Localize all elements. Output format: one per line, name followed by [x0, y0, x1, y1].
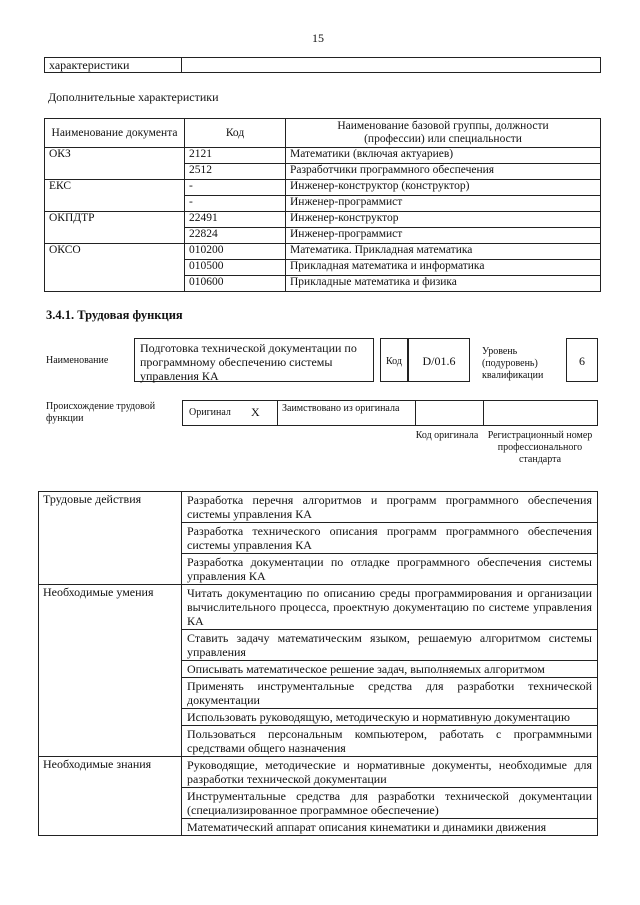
details-item: Ставить задачу математическим языком, решаемую алгоритмом системы управления	[182, 630, 598, 661]
doc-cell: ОКЗ	[45, 148, 185, 180]
code-cell: 2121	[185, 148, 286, 164]
additional-row	[45, 148, 601, 164]
code-cell: 2512	[185, 164, 286, 180]
function-name-value: Подготовка технической документации по программному обеспечению системы управления КА	[140, 341, 357, 383]
header-doc: Наименование документа	[45, 119, 185, 148]
name-cell: Математика. Прикладная математика	[286, 244, 601, 260]
code-cell: 22491	[185, 212, 286, 228]
doc-cell: ЕКС	[45, 180, 185, 212]
original-label: Оригинал	[189, 407, 231, 418]
details-row	[39, 492, 598, 523]
details-table	[38, 491, 598, 836]
name-label: Наименование	[46, 355, 109, 366]
additional-heading: Дополнительные характеристики	[48, 90, 219, 104]
name-cell: Математики (включая актуариев)	[286, 148, 601, 164]
code-value-box	[408, 338, 470, 382]
origin-divider-1	[277, 401, 278, 425]
name-cell: Разработчики программного обеспечения	[286, 164, 601, 180]
name-cell: Инженер-конструктор	[286, 212, 601, 228]
additional-table	[44, 118, 601, 292]
details-item: Математический аппарат описания кинематики и динамики движения	[182, 819, 598, 836]
details-item: Применять инструментальные средства для разработки технической документации	[182, 678, 598, 709]
additional-row	[45, 244, 601, 260]
details-item: Разработка перечня алгоритмов и программ программного обеспечения системы управления КА	[182, 492, 598, 523]
details-item: Использовать руководящую, методическую и нормативную документацию	[182, 709, 598, 726]
details-label: Необходимые умения	[39, 585, 182, 757]
origin-row	[182, 400, 598, 426]
code-cell: -	[185, 196, 286, 212]
top-row-empty	[182, 58, 601, 73]
details-item: Разработка документации по отладке программного обеспечения системы управления КА	[182, 554, 598, 585]
details-label: Необходимые знания	[39, 757, 182, 836]
name-cell: Инженер-программист	[286, 196, 601, 212]
borrowed-label: Заимствовано из оригинала	[282, 403, 400, 414]
code-cell: -	[185, 180, 286, 196]
additional-header-row	[45, 119, 601, 148]
details-row	[39, 757, 598, 788]
details-row	[39, 585, 598, 630]
details-item: Инструментальные средства для разработки технической документации (специализированное программное обеспечение)	[182, 788, 598, 819]
code-label: Код	[386, 356, 402, 367]
reg-number-caption: Регистрационный номер профессионального стандарта	[487, 430, 593, 465]
details-label: Трудовые действия	[39, 492, 182, 585]
additional-body	[45, 148, 601, 292]
name-cell: Прикладные математика и физика	[286, 276, 601, 292]
code-label-box	[380, 338, 408, 382]
function-heading: 3.4.1. Трудовая функция	[46, 308, 183, 322]
name-cell: Инженер-конструктор (конструктор)	[286, 180, 601, 196]
details-item: Разработка технического описания программ программного обеспечения системы управления КА	[182, 523, 598, 554]
page-number: 15	[312, 31, 324, 45]
code-original-caption: Код оригинала	[415, 430, 479, 441]
top-continuation-table	[44, 57, 601, 73]
doc-cell: ОКСО	[45, 244, 185, 292]
level-label: Уровень (подуровень) квалификации	[482, 346, 544, 381]
origin-divider-2	[415, 401, 416, 425]
header-code: Код	[185, 119, 286, 148]
original-mark: X	[251, 405, 260, 419]
function-name-box	[134, 338, 374, 382]
code-value: D/01.6	[422, 354, 456, 368]
code-cell: 010200	[185, 244, 286, 260]
details-item: Руководящие, методические и нормативные документы, необходимые для разработки технической документации	[182, 757, 598, 788]
level-value-box	[566, 338, 598, 382]
header-name: Наименование базовой группы, должности (профессии) или специальности	[286, 119, 601, 148]
code-cell: 010500	[185, 260, 286, 276]
origin-label: Происхождение трудовой функции	[46, 401, 156, 424]
details-body	[39, 492, 598, 836]
top-row-label: характеристики	[45, 58, 182, 73]
code-cell: 22824	[185, 228, 286, 244]
details-item: Описывать математическое решение задач, выполняемых алгоритмом	[182, 661, 598, 678]
origin-divider-3	[483, 401, 484, 425]
name-cell: Инженер-программист	[286, 228, 601, 244]
additional-row	[45, 180, 601, 196]
doc-cell: ОКПДТР	[45, 212, 185, 244]
name-cell: Прикладная математика и информатика	[286, 260, 601, 276]
details-item: Пользоваться персональным компьютером, работать с программными средствами общего назначения	[182, 726, 598, 757]
details-item: Читать документацию по описанию среды программирования и организации вычислительного процесса, проектную документацию по системе управления КА	[182, 585, 598, 630]
level-value: 6	[579, 354, 585, 368]
additional-row	[45, 212, 601, 228]
code-cell: 010600	[185, 276, 286, 292]
